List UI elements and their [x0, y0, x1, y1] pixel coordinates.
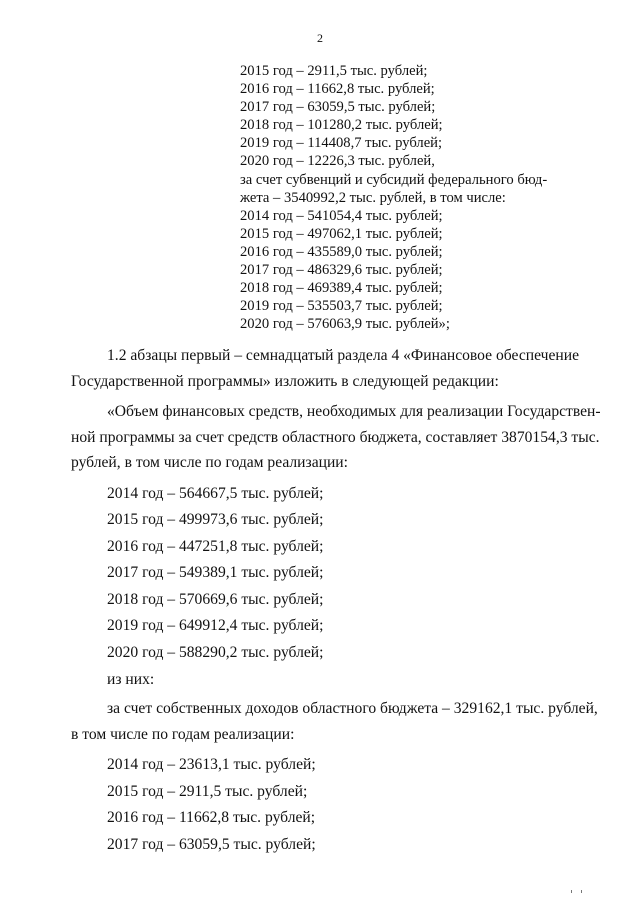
table-line: 2016 год – 435589,0 тыс. рублей; — [240, 243, 443, 260]
section-amendment-paragraph — [71, 343, 583, 394]
table-line: 2020 год – 12226,3 тыс. рублей, — [240, 153, 435, 170]
paragraph-line: «Объем финансовых средств, необходимых для реализации Государствен- — [107, 403, 601, 420]
page-number: 2 — [317, 31, 323, 45]
table-line: 2016 год – 11662,8 тыс. рублей; — [240, 81, 435, 98]
table-line: 2015 год – 497062,1 тыс. рублей; — [240, 225, 443, 242]
list-item: 2014 год – 564667,5 тыс. рублей; — [107, 484, 324, 502]
table-line: 2019 год – 114408,7 тыс. рублей; — [240, 135, 443, 152]
own-revenue-paragraph — [71, 696, 598, 747]
paragraph-line: за счет собственных доходов областного бюджета – 329162,1 тыс. рублей, — [107, 700, 598, 718]
table-line: 2017 год – 63059,5 тыс. рублей; — [240, 99, 436, 116]
yearly-own-revenue-list — [71, 752, 583, 858]
table-line: 2018 год – 101280,2 тыс. рублей; — [240, 117, 443, 134]
funding-volume-paragraph — [71, 399, 601, 476]
paragraph-line: в том числе по годам реализации: — [71, 725, 295, 743]
paragraph-line: ной программы за счет средств областного бюджета, составляет 3870154,3 тыс. — [71, 428, 600, 446]
paragraph-line: Государственной программы» изложить в следующей редакции: — [71, 372, 499, 390]
list-item: 2017 год – 549389,1 тыс. рублей; — [107, 564, 324, 582]
list-item: 2018 год – 570669,6 тыс. рублей; — [107, 590, 324, 608]
yearly-totals-list — [71, 481, 583, 667]
table-line: 2020 год – 576063,9 тыс. рублей»; — [240, 316, 450, 333]
table-line: 2019 год – 535503,7 тыс. рублей; — [240, 298, 443, 315]
table-line: 2018 год – 469389,4 тыс. рублей; — [240, 280, 443, 297]
list-item: 2016 год – 11662,8 тыс. рублей; — [107, 809, 316, 827]
table-line: 2014 год – 541054,4 тыс. рублей; — [240, 207, 443, 224]
list-item: 2015 год – 2911,5 тыс. рублей; — [107, 782, 308, 800]
table-line: 2017 год – 486329,6 тыс. рублей; — [240, 262, 443, 279]
scan-mark — [571, 890, 583, 893]
paragraph-line: 1.2 абзацы первый – семнадцатый раздела 4 «Финансовое обеспечение — [107, 347, 580, 364]
of-which-label: из них: — [107, 670, 155, 688]
list-item: 2014 год – 23613,1 тыс. рублей; — [107, 756, 316, 774]
list-item: 2016 год – 447251,8 тыс. рублей; — [107, 537, 324, 555]
paragraph-line: рублей, в том числе по годам реализации: — [71, 454, 348, 471]
list-item: 2017 год – 63059,5 тыс. рублей; — [107, 836, 316, 854]
document-body — [71, 343, 601, 859]
list-item: 2019 год – 649912,4 тыс. рублей; — [107, 617, 324, 635]
table-line: 2015 год – 2911,5 тыс. рублей; — [240, 63, 428, 79]
list-item: 2015 год – 499973,6 тыс. рублей; — [107, 511, 324, 529]
table-line: жета – 3540992,2 тыс. рублей, в том числе: — [240, 189, 506, 206]
list-item: 2020 год – 588290,2 тыс. рублей; — [107, 644, 324, 662]
quoted-table-excerpt — [240, 62, 548, 333]
table-line: за счет субвенций и субсидий федерального бюд- — [240, 171, 548, 188]
